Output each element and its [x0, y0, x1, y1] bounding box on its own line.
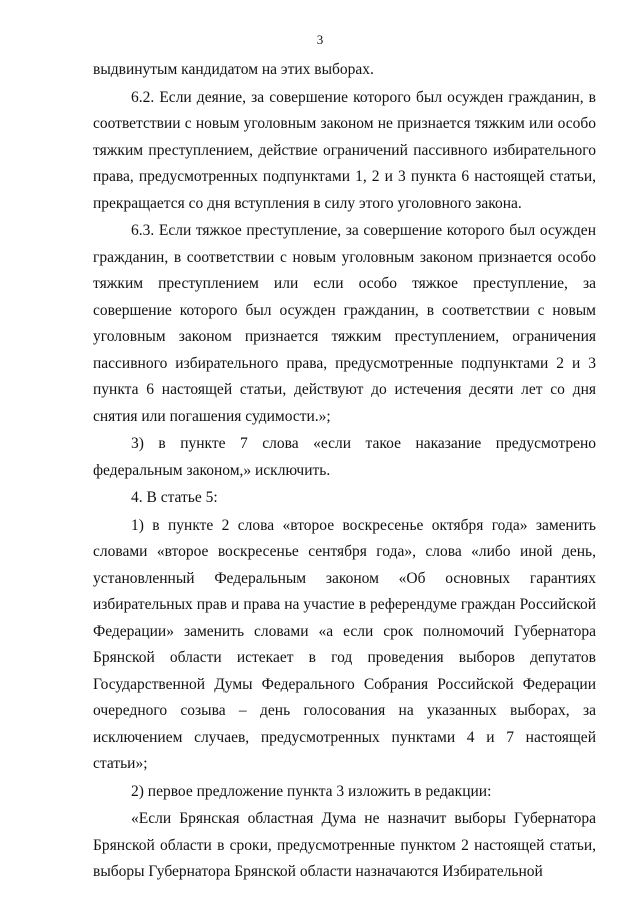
paragraph-continuation: выдвинутым кандидатом на этих выборах.	[93, 61, 374, 78]
paragraph-article-5-heading: 4. В статье 5:	[131, 489, 218, 506]
paragraph-item-1: 1) в пункте 2 слова «второе воскресенье октября года» заменить словами «второе воскресенье сентября года», слова «либо иной день, установленный Федеральным законом «Об основных гарантиях избирательных прав и права на участие в референдуме граждан Российской Федерации» заменить словами «а если срок полномочий Губернатора Брянской области истекает в год проведения выборов депутатов Государственной Думы Федерального Собрания Российской Федерации очередного созыва – день голосования на указанных выборах, за исключением случаев, предусмотренных пунктами 4 и 7 настоящей статьи»;	[93, 516, 596, 772]
paragraph-item-3: 3) в пункте 7 слова «если такое наказание предусмотрено федеральным законом,» исключить.	[93, 435, 596, 479]
paragraph-6-3: 6.3. Если тяжкое преступление, за совершение которого был осужден гражданин, в соответствии с новым уголовным законом признается особо тяжким преступлением или если особо тяжкое преступление, за совершение которого был осужден гражданин, в соответствии с новым уголовным законом признается тяжким преступлением, ограничения пассивного избирательного права, предусмотренные подпунктами 2 и 3 пункта 6 настоящей статьи, действуют до истечения десяти лет со дня снятия или погашения судимости.»;	[93, 222, 596, 425]
paragraph-quote: «Если Брянская областная Дума не назначит выборы Губернатора Брянской области в сроки, предусмотренные пунктом 2 настоящей статьи, выборы Губернатора Брянской области назначаются Избирательной	[93, 810, 596, 880]
document-body	[93, 57, 596, 887]
paragraph-item-2: 2) первое предложение пункта 3 изложить в редакции:	[131, 782, 492, 800]
page-number: 3	[316, 32, 324, 47]
paragraph-6-2: 6.2. Если деяние, за совершение которого был осужден гражданин, в соответствии с новым уголовным законом не признается тяжким или особо тяжким преступлением, действие ограничений пассивного избирательного права, предусмотренных подпунктами 1, 2 и 3 пункта 6 настоящей статьи, прекращается со дня вступления в силу этого уголовного закона.	[93, 88, 596, 212]
